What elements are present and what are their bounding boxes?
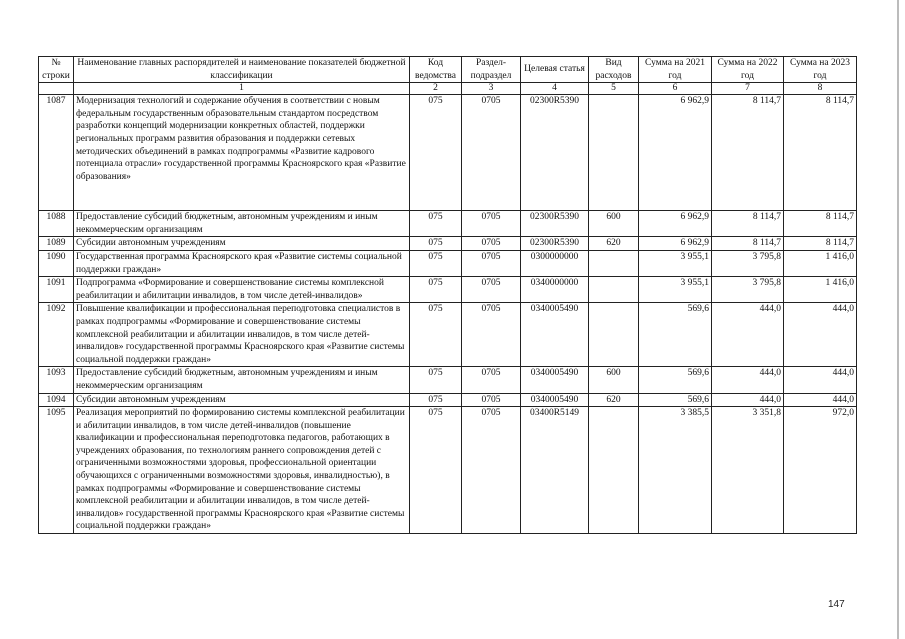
row-name: Предоставление субсидий бюджетным, автономным учреждениям и иным некоммерческим организациям xyxy=(74,367,410,393)
row-section: 0705 xyxy=(462,211,521,237)
row-target-article: 0340000000 xyxy=(521,277,589,303)
row-name: Модернизация технологий и содержание обучения в соответствии с новым федеральным государственным образовательным стандартом посредством разработки концепций модернизации конкретных областей, поддержки региональных программ развития образования и поддержки сетевых методических объединений в рамках подпрограммы «Развитие кадрового потенциала отрасли» государственной программы Красноярского края «Развитие образования» xyxy=(74,95,410,211)
row-section: 0705 xyxy=(462,237,521,251)
row-name: Государственная программа Красноярского края «Развитие системы социальной поддержки граждан» xyxy=(74,250,410,276)
row-sum-2021: 6 962,9 xyxy=(639,237,712,251)
row-sum-2022: 8 114,7 xyxy=(712,211,784,237)
table-row xyxy=(39,237,857,251)
row-department-code: 075 xyxy=(410,407,462,534)
row-name: Подпрограмма «Формирование и совершенствование системы комплексной реабилитации и абилитации инвалидов, в том числе детей-инвалидов» xyxy=(74,277,410,303)
row-section: 0705 xyxy=(462,407,521,534)
table-row xyxy=(39,393,857,407)
column-number: 5 xyxy=(589,83,639,95)
row-sum-2022: 3 351,8 xyxy=(712,407,784,534)
row-target-article: 02300R5390 xyxy=(521,95,589,211)
table-row xyxy=(39,407,857,534)
row-department-code: 075 xyxy=(410,367,462,393)
header-sum-2021: Сумма на 2021 год xyxy=(639,57,712,83)
row-target-article: 02300R5390 xyxy=(521,237,589,251)
budget-table xyxy=(38,56,857,534)
row-department-code: 075 xyxy=(410,95,462,211)
table-row xyxy=(39,277,857,303)
row-sum-2023: 8 114,7 xyxy=(784,237,857,251)
row-sum-2021: 569,6 xyxy=(639,367,712,393)
header-expense-type: Вид расходов xyxy=(589,57,639,83)
row-target-article: 0340005490 xyxy=(521,303,589,367)
row-sum-2022: 8 114,7 xyxy=(712,237,784,251)
column-number: 8 xyxy=(784,83,857,95)
row-sum-2021: 569,6 xyxy=(639,303,712,367)
row-number: 1087 xyxy=(39,95,74,211)
row-expense-type xyxy=(589,250,639,276)
row-section: 0705 xyxy=(462,303,521,367)
row-target-article: 0340005490 xyxy=(521,367,589,393)
row-number: 1091 xyxy=(39,277,74,303)
row-target-article: 03400R5149 xyxy=(521,407,589,534)
column-number: 1 xyxy=(74,83,410,95)
row-sum-2023: 444,0 xyxy=(784,303,857,367)
row-sum-2023: 8 114,7 xyxy=(784,95,857,211)
page-edge-divider xyxy=(897,0,899,639)
row-target-article: 0300000000 xyxy=(521,250,589,276)
row-department-code: 075 xyxy=(410,277,462,303)
row-department-code: 075 xyxy=(410,393,462,407)
column-number: 4 xyxy=(521,83,589,95)
row-sum-2021: 569,6 xyxy=(639,393,712,407)
column-number: 6 xyxy=(639,83,712,95)
page-number: 147 xyxy=(828,599,845,610)
header-name: Наименование главных распорядителей и наименование показателей бюджетной классификации xyxy=(74,57,410,83)
row-sum-2023: 8 114,7 xyxy=(784,211,857,237)
row-department-code: 075 xyxy=(410,250,462,276)
row-section: 0705 xyxy=(462,367,521,393)
row-number: 1095 xyxy=(39,407,74,534)
row-expense-type xyxy=(589,407,639,534)
row-number: 1092 xyxy=(39,303,74,367)
row-sum-2023: 972,0 xyxy=(784,407,857,534)
table-row xyxy=(39,367,857,393)
row-section: 0705 xyxy=(462,393,521,407)
header-sum-2022: Сумма на 2022 год xyxy=(712,57,784,83)
table-row xyxy=(39,95,857,211)
row-target-article: 0340005490 xyxy=(521,393,589,407)
table-header xyxy=(39,57,857,95)
row-sum-2023: 1 416,0 xyxy=(784,250,857,276)
row-section: 0705 xyxy=(462,277,521,303)
table-row xyxy=(39,250,857,276)
row-department-code: 075 xyxy=(410,237,462,251)
row-sum-2021: 3 955,1 xyxy=(639,250,712,276)
row-sum-2022: 3 795,8 xyxy=(712,250,784,276)
row-name: Субсидии автономным учреждениям xyxy=(74,237,410,251)
column-number-row xyxy=(39,83,857,95)
row-expense-type xyxy=(589,95,639,211)
table-row xyxy=(39,211,857,237)
row-sum-2023: 444,0 xyxy=(784,367,857,393)
row-number: 1093 xyxy=(39,367,74,393)
row-sum-2023: 444,0 xyxy=(784,393,857,407)
row-expense-type xyxy=(589,303,639,367)
row-name: Повышение квалификации и профессиональная переподготовка специалистов в рамках подпрограммы «Формирование и совершенствование системы комплексной реабилитации и абилитации инвалидов, в том числе детей-инвалидов» государственной программы Красноярского края «Развитие системы социальной поддержки граждан» xyxy=(74,303,410,367)
row-expense-type: 600 xyxy=(589,211,639,237)
row-sum-2022: 3 795,8 xyxy=(712,277,784,303)
row-name: Предоставление субсидий бюджетным, автономным учреждениям и иным некоммерческим организациям xyxy=(74,211,410,237)
row-number: 1089 xyxy=(39,237,74,251)
row-expense-type: 620 xyxy=(589,393,639,407)
table-body xyxy=(39,95,857,534)
column-number: 3 xyxy=(462,83,521,95)
row-sum-2022: 444,0 xyxy=(712,367,784,393)
row-sum-2021: 6 962,9 xyxy=(639,211,712,237)
row-department-code: 075 xyxy=(410,303,462,367)
column-number-empty xyxy=(39,83,74,95)
row-number: 1088 xyxy=(39,211,74,237)
header-sum-2023: Сумма на 2023 год xyxy=(784,57,857,83)
row-section: 0705 xyxy=(462,95,521,211)
row-sum-2021: 3 955,1 xyxy=(639,277,712,303)
row-sum-2021: 3 385,5 xyxy=(639,407,712,534)
header-row-number: № строки xyxy=(39,57,74,83)
table-row xyxy=(39,303,857,367)
row-sum-2022: 8 114,7 xyxy=(712,95,784,211)
row-department-code: 075 xyxy=(410,211,462,237)
column-number: 2 xyxy=(410,83,462,95)
row-sum-2022: 444,0 xyxy=(712,393,784,407)
header-target-article: Целевая статья xyxy=(521,57,589,83)
row-name: Субсидии автономным учреждениям xyxy=(74,393,410,407)
row-target-article: 02300R5390 xyxy=(521,211,589,237)
header-department-code: Код ведомства xyxy=(410,57,462,83)
column-number: 7 xyxy=(712,83,784,95)
row-expense-type: 620 xyxy=(589,237,639,251)
row-expense-type: 600 xyxy=(589,367,639,393)
row-expense-type xyxy=(589,277,639,303)
row-number: 1090 xyxy=(39,250,74,276)
row-name: Реализация мероприятий по формированию системы комплексной реабилитации и абилитации инвалидов, в том числе детей-инвалидов (повышение квалификации и профессиональная переподготовка педагогов, работающих в учреждениях образования, по технологиям раннего сопровождения детей с ограниченными возможностями здоровья, профессиональной ориентации обучающихся с ограниченными возможностями здоровья, инвалидностью), в рамках подпрограммы «Формирование и совершенствование системы комплексной реабилитации и абилитации инвалидов, в том числе детей-инвалидов» государственной программы Красноярского края «Развитие системы социальной поддержки граждан» xyxy=(74,407,410,534)
row-section: 0705 xyxy=(462,250,521,276)
row-sum-2023: 1 416,0 xyxy=(784,277,857,303)
header-section: Раздел-подраздел xyxy=(462,57,521,83)
row-number: 1094 xyxy=(39,393,74,407)
row-sum-2021: 6 962,9 xyxy=(639,95,712,211)
row-sum-2022: 444,0 xyxy=(712,303,784,367)
